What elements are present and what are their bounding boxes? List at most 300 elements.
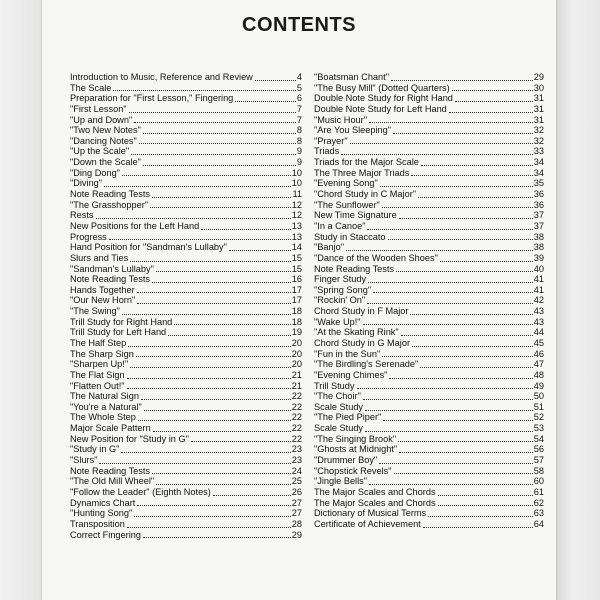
toc-entry bbox=[314, 93, 544, 104]
toc-entry bbox=[70, 178, 302, 189]
toc-entry bbox=[314, 157, 544, 168]
dot-leader bbox=[363, 324, 533, 325]
toc-entry-page: 13 bbox=[291, 220, 302, 231]
toc-entry-page: 22 bbox=[291, 412, 302, 423]
dot-leader bbox=[398, 441, 533, 442]
toc-entry-title: "Sharpen Up!" bbox=[70, 359, 129, 370]
dot-leader bbox=[152, 197, 291, 198]
toc-entry-title: Certificate of Achievement bbox=[314, 518, 421, 529]
toc-entry-title: "The Sunflower" bbox=[314, 199, 380, 210]
toc-entry bbox=[70, 349, 302, 360]
dot-leader bbox=[144, 410, 291, 411]
dot-leader bbox=[399, 452, 533, 453]
toc-entry bbox=[314, 487, 544, 498]
toc-entry-page: 20 bbox=[291, 359, 302, 370]
toc-entry bbox=[314, 83, 544, 94]
toc-entry bbox=[70, 242, 302, 253]
toc-entry bbox=[314, 178, 544, 189]
toc-entry-page: 42 bbox=[533, 295, 544, 306]
toc-entry-title: "Are You Sleeping" bbox=[314, 125, 392, 136]
toc-entry bbox=[314, 125, 544, 136]
toc-entry-title: The Natural Sign bbox=[70, 391, 139, 402]
dot-leader bbox=[128, 346, 291, 347]
toc-entry bbox=[70, 359, 302, 370]
toc-entry-title: "Follow the Leader" (Eighth Notes) bbox=[70, 486, 211, 497]
toc-entry-title: "Drummer Boy" bbox=[314, 455, 378, 466]
toc-entry bbox=[70, 455, 302, 466]
toc-entry-title: "Chopstick Revels" bbox=[314, 465, 392, 476]
toc-entry bbox=[314, 423, 544, 434]
dot-leader bbox=[153, 431, 291, 432]
toc-entry-page: 60 bbox=[533, 476, 544, 487]
contents-right-column bbox=[314, 72, 544, 530]
toc-entry-page: 21 bbox=[291, 369, 302, 380]
dot-leader bbox=[113, 90, 296, 91]
dot-leader bbox=[139, 143, 296, 144]
toc-entry-title: "Dance of the Wooden Shoes" bbox=[314, 252, 438, 263]
toc-entry-title: "The Old Mill Wheel" bbox=[70, 476, 155, 487]
toc-entry bbox=[314, 306, 544, 317]
toc-entry-page: 20 bbox=[291, 338, 302, 348]
dot-leader bbox=[438, 495, 533, 496]
toc-entry-page: 22 bbox=[291, 423, 302, 434]
toc-entry bbox=[70, 391, 302, 402]
toc-entry-title: "Two New Notes" bbox=[70, 125, 141, 136]
toc-entry-page: 50 bbox=[533, 391, 544, 402]
dot-leader bbox=[412, 346, 533, 347]
toc-entry-title: "Up the Scale" bbox=[70, 146, 130, 157]
toc-entry bbox=[70, 189, 302, 200]
dot-leader bbox=[383, 420, 532, 421]
dot-leader bbox=[129, 112, 296, 113]
toc-entry bbox=[314, 115, 544, 126]
dot-leader bbox=[134, 122, 296, 123]
toc-entry-page: 8 bbox=[296, 135, 302, 146]
dot-leader bbox=[399, 218, 533, 219]
toc-entry-title: Scale Study bbox=[314, 423, 364, 434]
toc-entry-page: 38 bbox=[533, 231, 544, 242]
toc-entry bbox=[314, 476, 544, 487]
toc-entry-page: 23 bbox=[291, 455, 302, 466]
contents-page bbox=[42, 0, 556, 600]
toc-entry-title: New Time Signature bbox=[314, 210, 397, 221]
toc-entry-page: 41 bbox=[533, 274, 544, 285]
dot-leader bbox=[341, 154, 533, 155]
toc-entry bbox=[314, 444, 544, 455]
toc-entry-title: The Half Step bbox=[70, 338, 127, 348]
toc-entry-page: 4 bbox=[296, 71, 302, 82]
toc-entry-page: 58 bbox=[533, 465, 544, 476]
dot-leader bbox=[131, 154, 296, 155]
toc-entry-title: Rests bbox=[70, 210, 94, 221]
dot-leader bbox=[365, 410, 533, 411]
toc-entry-title: "Ding Dong" bbox=[70, 167, 120, 178]
dot-leader bbox=[127, 527, 291, 528]
toc-entry-title: "Up and Down" bbox=[70, 114, 133, 125]
toc-entry-title: "The Busy Mill" (Dotted Quarters) bbox=[314, 82, 450, 93]
toc-entry-page: 52 bbox=[533, 412, 544, 423]
toc-entry-title: "You're a Natural" bbox=[70, 401, 142, 412]
dot-leader bbox=[141, 399, 291, 400]
dot-leader bbox=[396, 271, 533, 272]
toc-entry-page: 18 bbox=[291, 306, 302, 317]
toc-entry-page: 61 bbox=[533, 486, 544, 497]
toc-entry-page: 19 bbox=[291, 327, 302, 338]
toc-entry-title: "Ghosts at Midnight" bbox=[314, 444, 398, 455]
toc-entry-title: New Position for "Study in G" bbox=[70, 433, 189, 444]
contents-left-column bbox=[70, 72, 302, 540]
toc-entry bbox=[314, 72, 544, 83]
toc-entry-page: 16 bbox=[291, 274, 302, 285]
toc-entry-page: 20 bbox=[291, 348, 302, 359]
toc-entry-page: 12 bbox=[291, 210, 302, 221]
toc-entry-page: 22 bbox=[291, 391, 302, 402]
toc-entry bbox=[70, 327, 302, 338]
toc-entry-page: 32 bbox=[533, 135, 544, 146]
toc-entry bbox=[70, 370, 302, 381]
toc-entry-title: Hands Together bbox=[70, 284, 135, 295]
toc-entry bbox=[314, 295, 544, 306]
toc-entry-page: 28 bbox=[291, 518, 302, 529]
dot-leader bbox=[389, 378, 532, 379]
toc-entry-page: 5 bbox=[296, 82, 302, 93]
toc-entry-page: 13 bbox=[291, 231, 302, 242]
toc-entry-title: "The Swing" bbox=[70, 306, 120, 317]
toc-entry bbox=[314, 189, 544, 200]
dot-leader bbox=[411, 175, 532, 176]
dot-leader bbox=[365, 431, 533, 432]
dot-leader bbox=[455, 101, 533, 102]
toc-entry-page: 40 bbox=[533, 263, 544, 274]
toc-entry bbox=[70, 317, 302, 328]
toc-entry-page: 36 bbox=[533, 199, 544, 210]
toc-entry-title: Hand Position for "Sandman's Lullaby" bbox=[70, 242, 227, 253]
dot-leader bbox=[235, 101, 296, 102]
toc-entry-page: 9 bbox=[296, 146, 302, 157]
toc-entry-page: 15 bbox=[291, 252, 302, 263]
toc-entry bbox=[314, 264, 544, 275]
toc-entry bbox=[70, 530, 302, 541]
toc-entry-page: 34 bbox=[533, 157, 544, 168]
dot-leader bbox=[229, 250, 291, 251]
toc-entry-page: 64 bbox=[533, 518, 544, 529]
toc-entry-title: Scale Study bbox=[314, 401, 364, 412]
toc-entry-title: Trill Study for Right Hand bbox=[70, 316, 173, 327]
dot-leader bbox=[137, 292, 291, 293]
dot-leader bbox=[99, 463, 290, 464]
toc-entry-title: "Dancing Notes" bbox=[70, 135, 137, 146]
toc-entry-title: The Three Major Triads bbox=[314, 167, 410, 178]
toc-entry-page: 47 bbox=[533, 359, 544, 370]
toc-entry-page: 43 bbox=[533, 306, 544, 317]
toc-entry-title: "The Pied Piper" bbox=[314, 412, 382, 423]
toc-entry-title: "In a Canoe" bbox=[314, 220, 366, 231]
dot-leader bbox=[373, 292, 533, 293]
dot-leader bbox=[122, 314, 291, 315]
toc-entry bbox=[314, 434, 544, 445]
toc-entry-title: The Major Scales and Chords bbox=[314, 497, 436, 508]
dot-leader bbox=[134, 516, 291, 517]
toc-entry bbox=[70, 104, 302, 115]
dot-leader bbox=[382, 207, 533, 208]
dot-leader bbox=[168, 335, 291, 336]
dot-leader bbox=[201, 229, 291, 230]
toc-entry-page: 62 bbox=[533, 497, 544, 508]
toc-entry-page: 54 bbox=[533, 433, 544, 444]
toc-entry bbox=[70, 423, 302, 434]
toc-entry-title: Trill Study bbox=[314, 380, 355, 391]
toc-entry-title: "At the Skating Rink" bbox=[314, 327, 399, 338]
toc-entry bbox=[70, 253, 302, 264]
dot-leader bbox=[104, 186, 291, 187]
toc-entry bbox=[314, 253, 544, 264]
toc-entry-title: Chord Study in G Major bbox=[314, 338, 410, 348]
dot-leader bbox=[121, 452, 290, 453]
toc-entry-page: 31 bbox=[533, 114, 544, 125]
toc-entry-page: 27 bbox=[291, 497, 302, 508]
toc-entry bbox=[314, 338, 544, 349]
toc-entry-page: 33 bbox=[533, 146, 544, 157]
toc-entry-page: 23 bbox=[291, 444, 302, 455]
dot-leader bbox=[418, 197, 533, 198]
toc-entry-title: "Hunting Song" bbox=[70, 508, 133, 519]
toc-entry-page: 17 bbox=[291, 295, 302, 306]
dot-leader bbox=[174, 324, 290, 325]
toc-entry bbox=[70, 466, 302, 477]
toc-entry bbox=[314, 168, 544, 179]
dot-leader bbox=[130, 367, 291, 368]
toc-entry-title: "The Singing Brook" bbox=[314, 433, 397, 444]
dot-leader bbox=[449, 112, 533, 113]
toc-entry bbox=[70, 444, 302, 455]
toc-entry bbox=[314, 274, 544, 285]
toc-entry-page: 49 bbox=[533, 380, 544, 391]
toc-entry bbox=[314, 370, 544, 381]
dot-leader bbox=[410, 314, 532, 315]
toc-entry-page: 56 bbox=[533, 444, 544, 455]
dot-leader bbox=[137, 303, 291, 304]
toc-entry-page: 25 bbox=[291, 476, 302, 487]
toc-entry bbox=[70, 519, 302, 530]
toc-entry-page: 35 bbox=[533, 178, 544, 189]
toc-entry bbox=[70, 476, 302, 487]
toc-entry-title: Trill Study for Left Hand bbox=[70, 327, 167, 338]
toc-entry-page: 39 bbox=[533, 252, 544, 263]
toc-entry bbox=[70, 157, 302, 168]
dot-leader bbox=[150, 207, 291, 208]
toc-entry-page: 38 bbox=[533, 242, 544, 253]
toc-entry-page: 43 bbox=[533, 316, 544, 327]
right-page-edge bbox=[556, 0, 600, 600]
toc-entry bbox=[314, 327, 544, 338]
toc-entry-title: Double Note Study for Left Hand bbox=[314, 103, 447, 114]
dot-leader bbox=[136, 356, 291, 357]
toc-entry-title: "Spring Song" bbox=[314, 284, 372, 295]
toc-entry bbox=[314, 349, 544, 360]
toc-entry-title: "Fun in the Sun" bbox=[314, 348, 381, 359]
toc-entry-title: Dynamics Chart bbox=[70, 497, 136, 508]
dot-leader bbox=[96, 218, 291, 219]
toc-entry-page: 12 bbox=[291, 199, 302, 210]
toc-entry-page: 8 bbox=[296, 125, 302, 136]
toc-entry-title: Transposition bbox=[70, 518, 125, 529]
toc-entry-title: "Diving" bbox=[70, 178, 103, 189]
toc-entry-page: 10 bbox=[291, 167, 302, 178]
toc-entry-title: Dictionary of Musical Terms bbox=[314, 508, 427, 519]
toc-entry-page: 34 bbox=[533, 167, 544, 178]
dot-leader bbox=[156, 484, 291, 485]
toc-entry bbox=[70, 285, 302, 296]
toc-entry-page: 22 bbox=[291, 401, 302, 412]
toc-entry bbox=[314, 242, 544, 253]
toc-entry-title: "Wake Up!" bbox=[314, 316, 361, 327]
toc-entry-title: Triads bbox=[314, 146, 340, 157]
toc-entry-title: "Music Hour" bbox=[314, 114, 367, 125]
dot-leader bbox=[380, 186, 533, 187]
toc-entry bbox=[70, 264, 302, 275]
toc-entry bbox=[314, 519, 544, 530]
toc-entry bbox=[70, 210, 302, 221]
toc-entry bbox=[314, 391, 544, 402]
dot-leader bbox=[401, 335, 533, 336]
toc-entry bbox=[314, 455, 544, 466]
dot-leader bbox=[394, 473, 533, 474]
dot-leader bbox=[452, 90, 533, 91]
dot-leader bbox=[127, 378, 291, 379]
toc-entry-page: 27 bbox=[291, 508, 302, 519]
toc-entry-page: 31 bbox=[533, 103, 544, 114]
toc-entry bbox=[314, 381, 544, 392]
toc-entry-page: 51 bbox=[533, 401, 544, 412]
toc-entry-title: Note Reading Tests bbox=[70, 465, 151, 476]
toc-entry-title: New Positions for the Left Hand bbox=[70, 220, 200, 231]
dot-leader bbox=[122, 175, 291, 176]
dot-leader bbox=[379, 463, 533, 464]
dot-leader bbox=[357, 388, 533, 389]
toc-entry-page: 21 bbox=[291, 380, 302, 391]
toc-entry bbox=[314, 317, 544, 328]
toc-entry bbox=[70, 168, 302, 179]
toc-entry bbox=[70, 221, 302, 232]
toc-entry-page: 9 bbox=[296, 157, 302, 168]
toc-entry bbox=[314, 104, 544, 115]
dot-leader bbox=[369, 122, 533, 123]
dot-leader bbox=[369, 484, 533, 485]
toc-entry-title: The Sharp Sign bbox=[70, 348, 134, 359]
toc-entry-title: "Jingle Bells" bbox=[314, 476, 367, 487]
toc-entry-title: "Prayer" bbox=[314, 135, 348, 146]
toc-entry bbox=[70, 498, 302, 509]
toc-entry-title: "Evening Song" bbox=[314, 178, 378, 189]
dot-leader bbox=[440, 261, 533, 262]
toc-entry bbox=[70, 487, 302, 498]
dot-leader bbox=[213, 495, 291, 496]
toc-entry-title: "Slurs" bbox=[70, 455, 98, 466]
toc-entry-page: 6 bbox=[296, 93, 302, 104]
toc-entry bbox=[314, 498, 544, 509]
toc-entry bbox=[70, 402, 302, 413]
toc-entry-page: 24 bbox=[291, 465, 302, 476]
toc-entry-page: 57 bbox=[533, 455, 544, 466]
toc-entry-title: Progress bbox=[70, 231, 107, 242]
toc-entry-page: 29 bbox=[533, 71, 544, 82]
toc-entry-title: Slurs and Ties bbox=[70, 252, 129, 263]
dot-leader bbox=[368, 282, 533, 283]
toc-entry bbox=[70, 93, 302, 104]
toc-entry-title: "Sandman's Lullaby" bbox=[70, 263, 154, 274]
toc-entry bbox=[314, 221, 544, 232]
toc-entry-title: Finger Study bbox=[314, 274, 367, 285]
toc-entry-title: Study in Staccato bbox=[314, 231, 386, 242]
toc-entry-title: "The Choir" bbox=[314, 391, 361, 402]
toc-entry-page: 36 bbox=[533, 189, 544, 200]
toc-entry bbox=[70, 274, 302, 285]
toc-entry bbox=[70, 136, 302, 147]
toc-entry-title: "Chord Study in C Major" bbox=[314, 189, 417, 200]
dot-leader bbox=[130, 261, 291, 262]
dot-leader bbox=[391, 80, 533, 81]
toc-entry-title: Double Note Study for Right Hand bbox=[314, 93, 453, 104]
toc-entry-page: 37 bbox=[533, 220, 544, 231]
dot-leader bbox=[428, 516, 533, 517]
toc-entry-title: Note Reading Tests bbox=[70, 274, 151, 285]
toc-entry bbox=[314, 359, 544, 370]
toc-entry-title: "Boatsman Chant" bbox=[314, 71, 389, 82]
page-title: CONTENTS bbox=[242, 14, 356, 36]
toc-entry-title: Triads for the Major Scale bbox=[314, 157, 419, 168]
toc-entry-page: 41 bbox=[533, 284, 544, 295]
toc-entry-page: 53 bbox=[533, 423, 544, 434]
dot-leader bbox=[388, 239, 533, 240]
toc-entry-title: "The Grasshopper" bbox=[70, 199, 149, 210]
toc-entry-title: "Flatten Out!" bbox=[70, 380, 125, 391]
toc-entry-page: 14 bbox=[291, 242, 302, 253]
toc-entry-title: Major Scale Pattern bbox=[70, 423, 151, 434]
dot-leader bbox=[255, 80, 296, 81]
dot-leader bbox=[423, 527, 533, 528]
dot-leader bbox=[156, 271, 291, 272]
toc-entry bbox=[314, 508, 544, 519]
toc-entry-page: 17 bbox=[291, 284, 302, 295]
toc-entry-page: 30 bbox=[533, 82, 544, 93]
toc-entry-page: 26 bbox=[291, 486, 302, 497]
toc-entry bbox=[70, 295, 302, 306]
toc-entry bbox=[70, 146, 302, 157]
toc-entry-page: 18 bbox=[291, 316, 302, 327]
toc-entry-title: Note Reading Tests bbox=[70, 189, 151, 200]
dot-leader bbox=[382, 356, 532, 357]
dot-leader bbox=[346, 250, 533, 251]
toc-entry-title: Introduction to Music, Reference and Review bbox=[70, 71, 253, 82]
toc-entry-page: 11 bbox=[292, 189, 302, 200]
left-page-edge bbox=[0, 0, 42, 600]
toc-entry-page: 63 bbox=[533, 508, 544, 519]
toc-entry bbox=[70, 306, 302, 317]
toc-entry bbox=[70, 125, 302, 136]
dot-leader bbox=[420, 367, 532, 368]
toc-entry-title: "Evening Chimes" bbox=[314, 369, 388, 380]
toc-entry-page: 31 bbox=[533, 93, 544, 104]
toc-entry bbox=[314, 466, 544, 477]
toc-entry bbox=[70, 232, 302, 243]
dot-leader bbox=[138, 420, 291, 421]
toc-entry-title: "Banjo" bbox=[314, 242, 345, 253]
dot-leader bbox=[367, 303, 533, 304]
toc-entry-page: 48 bbox=[533, 369, 544, 380]
toc-entry bbox=[70, 413, 302, 424]
toc-entry-title: "Down the Scale" bbox=[70, 157, 141, 168]
toc-entry-title: The Major Scales and Chords bbox=[314, 486, 436, 497]
